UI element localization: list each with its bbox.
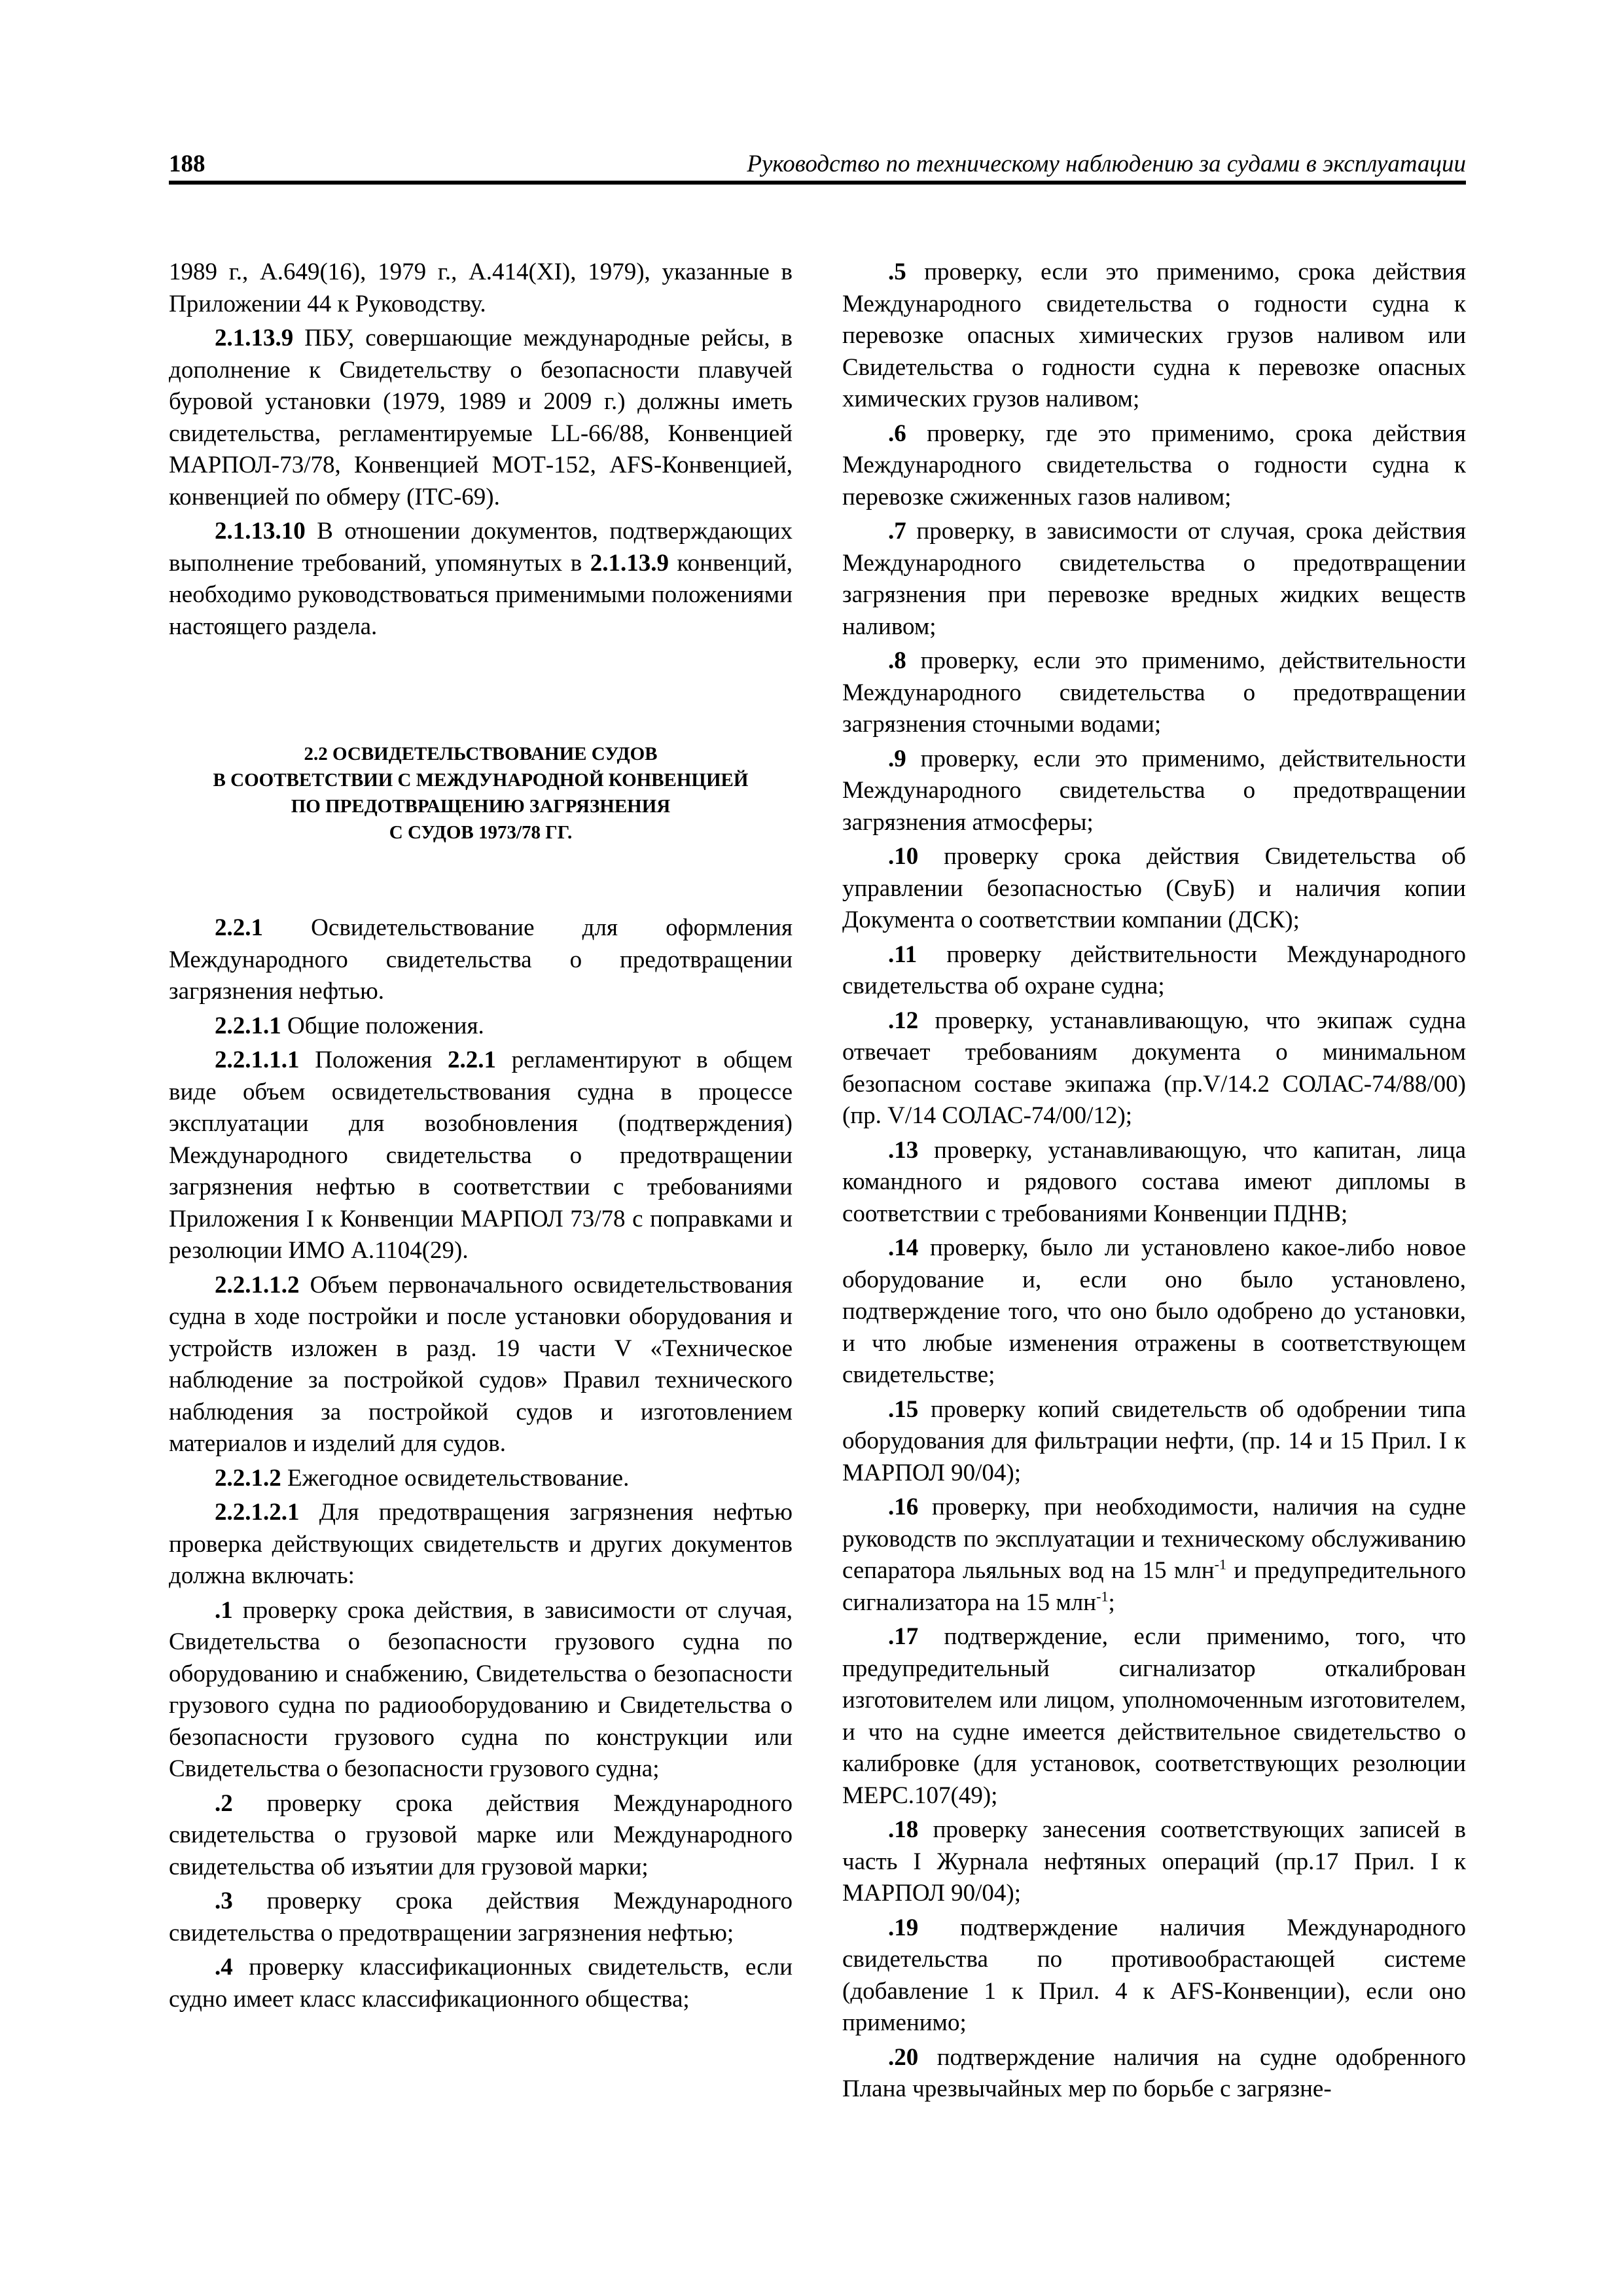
list-item: .20 подтверждение наличия на судне одобренного Плана чрезвычайных мер по борьбе с загрязне- — [842, 2043, 1466, 2102]
list-item: .2 проверку срока действия Международного свидетельства о грузовой марке или Международного свидетельства об изъятии для грузовой марки; — [169, 1789, 793, 1880]
paragraph: 1989 г., А.649(16), 1979 г., А.414(XI), 1979), указанные в Приложении 44 к Руководству. — [169, 259, 793, 317]
superscript: -1 — [1096, 1588, 1109, 1605]
item-number: .14 — [888, 1234, 919, 1261]
paragraph-2-2-1-2: 2.2.1.2 Ежегодное освидетельствование. — [215, 1464, 630, 1492]
item-number: .9 — [888, 745, 906, 772]
clause-number: 2.2.1.1 — [215, 1012, 281, 1039]
item-number: .15 — [888, 1395, 919, 1423]
item-number: .16 — [888, 1494, 919, 1520]
item-number: .10 — [888, 843, 919, 870]
list-item: .18 проверку занесения соответствующих записей в часть I Журнала нефтяных операций (пр.17 Прил. I к МАРПОЛ 90/04); — [842, 1816, 1466, 1907]
item-number: .8 — [888, 647, 906, 674]
list-item: .5 проверку, если это применимо, срока действия Международного свидетельства о годности судна к перевозке опасных химических грузов наливом или Свидетельства о годности судна к перевозке опасных химических грузов наливом; — [842, 259, 1466, 412]
running-title: Руководство по техническому наблюдению за судами в эксплуатации — [747, 151, 1466, 177]
item-number: .19 — [888, 1914, 919, 1941]
item-number: .4 — [215, 1954, 233, 1981]
clause-reference: 2.1.13.9 — [590, 549, 669, 577]
clause-number: 2.2.1 — [215, 914, 263, 941]
paragraph-2-2-1-2-1: 2.2.1.2.1 Для предотвращения загрязнения нефтью проверка действующих свидетельств и других документов должна включать: — [169, 1499, 793, 1589]
list-item: .15 проверку копий свидетельств об одобрении типа оборудования для фильтрации нефти, (пр. 14 и 15 Прил. I к МАРПОЛ 90/04); — [842, 1395, 1466, 1486]
list-item: .7 проверку, в зависимости от случая, срока действия Международного свидетельства о предотвращении загрязнения при перевозке вредных жидких веществ наливом; — [842, 518, 1466, 640]
item-number: .1 — [215, 1596, 233, 1624]
item-number: .3 — [215, 1888, 233, 1914]
list-item: .14 проверку, было ли установлено какое-либо новое оборудование и, если оно было установлено, подтверждение того, что оно было одобрено до установки, и что любые изменения отражены в соответствующем свидетельстве; — [842, 1234, 1466, 1388]
header-rule — [169, 181, 1466, 185]
left-column — [169, 257, 793, 2220]
paragraph-2-2-1-1-2: 2.2.1.1.2 Объем первоначального освидетельствования судна в ходе постройки и после установки оборудования и устройств изложен в разд. 19 части V «Техническое наблюдение за постройкой судов» Правил технического наблюдения за постройкой судов и изготовлением материалов и изделий для судов. — [169, 1271, 793, 1457]
paragraph-2-1-13-10: 2.1.13.10 В отношении документов, подтверждающих выполнение требований, упомянутых в 2.1.13.9 конвенций, необходимо руководствоваться применимыми положениями настоящего раздела. — [169, 518, 793, 640]
paragraph-2-2-1-1: 2.2.1.1 Общие положения. — [215, 1012, 484, 1039]
item-number: .18 — [888, 1816, 919, 1843]
list-item: .9 проверку, если это применимо, действительности Международного свидетельства о предотвращении загрязнения атмосферы; — [842, 745, 1466, 836]
list-item: .16 проверку, при необходимости, наличия на судне руководств по эксплуатации и техническому обслуживанию сепаратора льяльных вод на 15 млн$^{-1}$ и предупредительного сигнализатора на 15 млн$^{-1}$; — [842, 1494, 1466, 1616]
paragraph-2-2-1-1-1: 2.2.1.1.1 Положения 2.2.1 регламентируют в общем виде объем освидетельствования судна в процессе эксплуатации для возобновления (подтверждения) Международного свидетельства о предотвращении загрязнения нефтью в соответствии с требованиями Приложения I к Конвенции МАРПОЛ 73/78 с поправками и резолюции ИМО А.1104(29). — [169, 1047, 793, 1264]
item-number: .13 — [888, 1136, 919, 1164]
clause-number: 2.1.13.10 — [215, 518, 306, 545]
item-number: .20 — [888, 2043, 919, 2071]
clause-reference: 2.2.1 — [447, 1047, 496, 1073]
clause-number: 2.2.1.2 — [215, 1464, 281, 1492]
clause-number: 2.2.1.2.1 — [215, 1499, 300, 1526]
item-number: .5 — [888, 259, 906, 285]
page-number: 188 — [169, 151, 205, 177]
list-item: .1 проверку срока действия, в зависимости от случая, Свидетельства о безопасности грузового судна по оборудованию и снабжению, Свидетельства о безопасности грузового судна по радиооборудованию и Свидетельства о безопасности грузового судна по конструкции или Свидетельства о безопасности грузового судна; — [169, 1596, 793, 1782]
clause-number: 2.1.13.9 — [215, 325, 294, 351]
item-number: .11 — [888, 941, 918, 968]
list-item: .3 проверку срока действия Международного свидетельства о предотвращении загрязнения нефтью; — [169, 1888, 793, 1946]
list-item: .11 проверку действительности Международного свидетельства об охране судна; — [842, 941, 1466, 999]
paragraph-2-2-1: 2.2.1 Освидетельствование для оформления Международного свидетельства о предотвращении загрязнения нефтью. — [169, 914, 793, 1005]
clause-number: 2.2.1.1.1 — [215, 1047, 300, 1073]
item-number: .6 — [888, 420, 906, 447]
paragraph-2-1-13-9: 2.1.13.9 ПБУ, совершающие международные рейсы, в дополнение к Свидетельству о безопасности плавучей буровой установки (1979, 1989 и 2009 г.) должны иметь свидетельства, регламентируемые LL-66/88, Конвенцией МАРПОЛ-73/78, Конвенцией МОТ-152, AFS-Конвенцией, конвенцией по обмеру (ITC-69). — [169, 325, 793, 511]
list-item: .17 подтверждение, если применимо, того, что предупредительный сигнализатор откалиброван изготовителем или лицом, уполномоченным изготовителем, и что на судне имеется действительное свидетельство о калибровке (для установок, соответствующих резолюции MEPC.107(49); — [842, 1623, 1466, 1809]
right-column — [842, 257, 1466, 2220]
list-item: .4 проверку классификационных свидетельств, если судно имеет класс классификационного общества; — [169, 1954, 793, 2013]
clause-number: 2.2.1.1.2 — [215, 1271, 300, 1299]
list-item: .13 проверку, устанавливающую, что капитан, лица командного и рядового состава имеют дипломы в соответствии с требованиями Конвенции ПДНВ; — [842, 1136, 1466, 1227]
running-header — [169, 145, 1466, 183]
list-item: .12 проверку, устанавливающую, что экипаж судна отвечает требованиям документа о минимальном безопасном составе экипажа (пр.V/14.2 СОЛАС-74/88/00) (пр. V/14 СОЛАС-74/00/12); — [842, 1007, 1466, 1129]
item-number: .2 — [215, 1789, 233, 1817]
list-item: .19 подтверждение наличия Международного свидетельства по противообрастающей системе (добавление 1 к Прил. 4 к AFS-Конвенции), если оно применимо; — [842, 1914, 1466, 2036]
list-item: .10 проверку срока действия Свидетельства об управлении безопасностью (СвуБ) и наличия копии Документа о соответствии компании (ДСК); — [842, 843, 1466, 933]
list-item: .8 проверку, если это применимо, действительности Международного свидетельства о предотвращении загрязнения сточными водами; — [842, 647, 1466, 738]
item-number: .7 — [888, 518, 906, 545]
superscript: -1 — [1214, 1556, 1227, 1573]
list-item: .6 проверку, где это применимо, срока действия Международного свидетельства о годности судна к перевозке сжиженных газов наливом; — [842, 420, 1466, 511]
item-number: .12 — [888, 1007, 919, 1034]
item-number: .17 — [888, 1623, 919, 1650]
section-heading: 2.2 ОСВИДЕТЕЛЬСТВОВАНИЕ СУДОВ В СООТВЕТСТВИИ С МЕЖДУНАРОДНОЙ КОНВЕНЦИЕЙ ПО ПРЕДОТВРАЩЕНИЮ ЗАГРЯЗНЕНИЯ С СУДОВ 1973/78 ГГ. — [213, 744, 749, 843]
